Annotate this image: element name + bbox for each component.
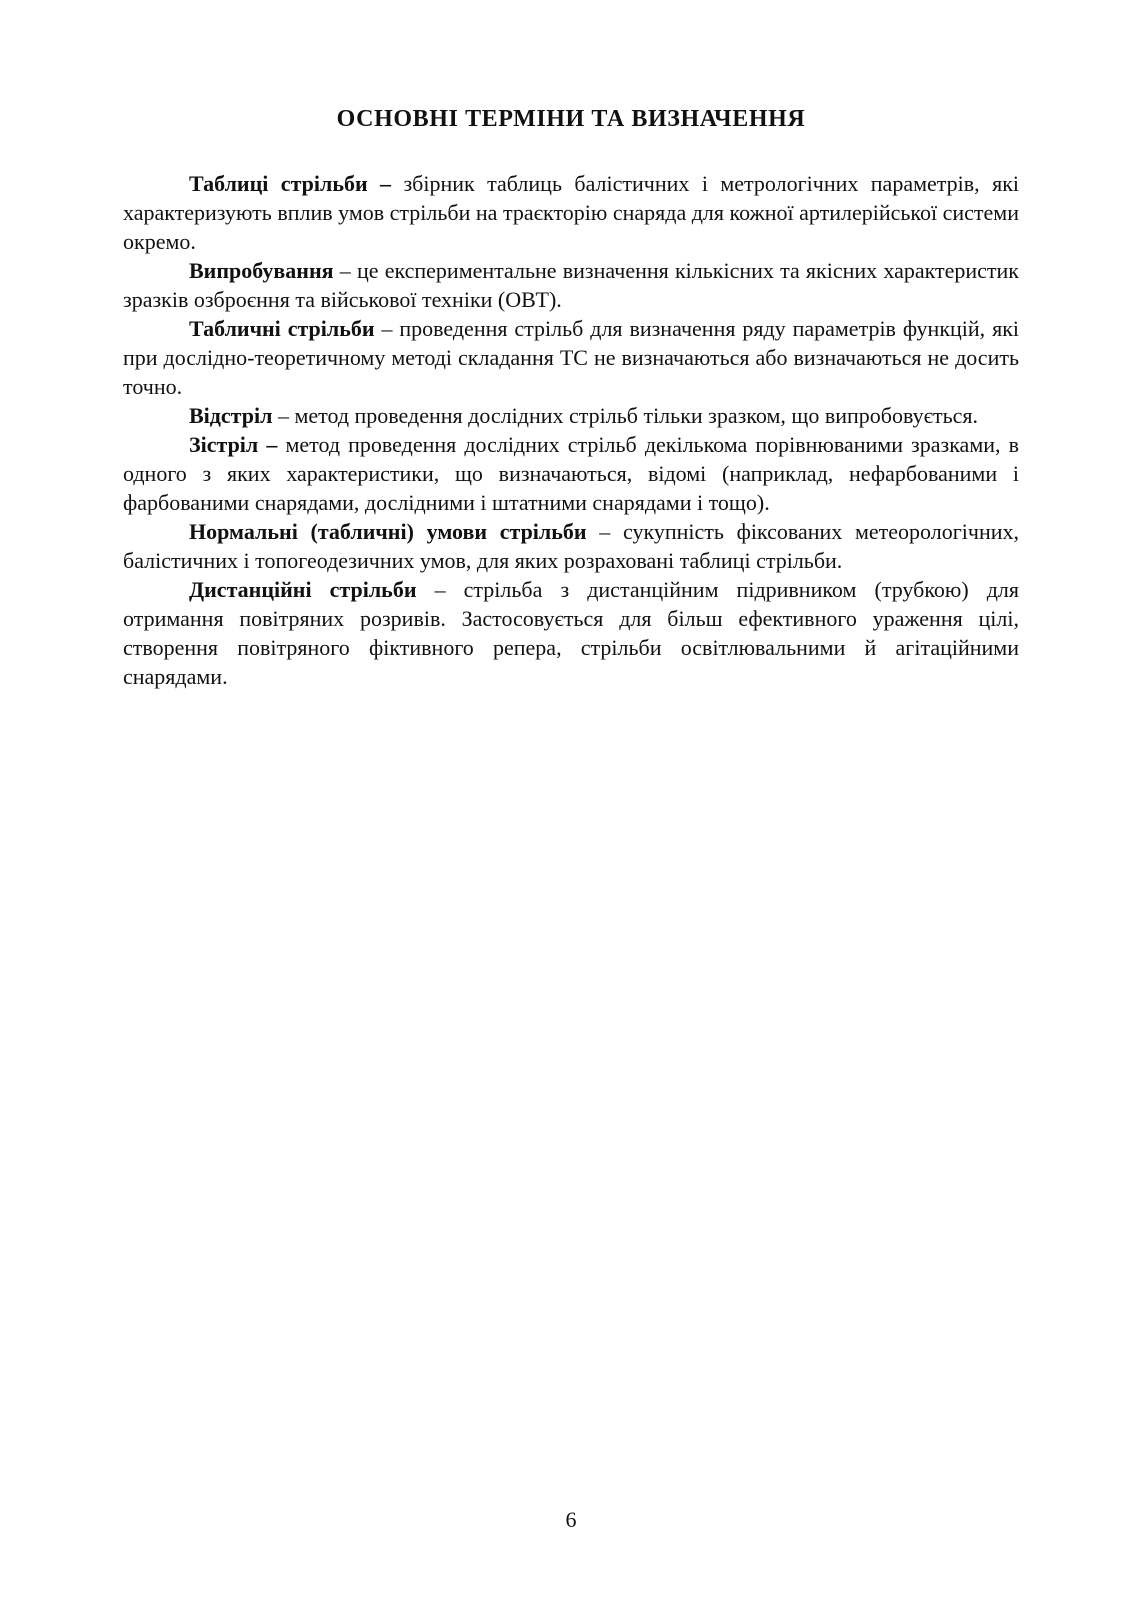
definition-paragraph (123, 430, 1019, 517)
document-body (123, 169, 1019, 691)
page-title: ОСНОВНІ ТЕРМІНИ ТА ВИЗНАЧЕННЯ (336, 106, 806, 132)
definition-paragraph (123, 575, 1019, 691)
term-tablychni-strilby: Табличні стрільби (189, 316, 375, 341)
term-normalni-umovy-strilby: Нормальні (табличні) умови стрільби (189, 519, 587, 544)
definition-text: – стрільба з дистанційним підривником (трубкою) для отримання повітряних розривів. Застосовується для більш ефективного ураження цілі, створення повітряного фіктивного репера, стрільби освітлювальними й агітаційними снарядами. (123, 577, 1020, 689)
definition-paragraph (123, 314, 1019, 401)
term-vidstril: Відстріл (189, 403, 273, 428)
definition-text: збірник таблиць балістичних і метрологічних параметрів, які характеризують вплив умов стрільби на траєкторію снаряда для кожної артилерійської системи окремо. (123, 171, 1019, 254)
definition-text: – сукупність фіксованих метеорологічних, балістичних і топогеодезичних умов, для яких розраховані таблиці стрільби. (123, 519, 1019, 573)
definition-paragraph (123, 256, 1019, 314)
term-dystantsiini-strilby: Дистанційні стрільби (189, 577, 417, 602)
definition-text: – це експериментальне визначення кількісних та якісних характеристик зразків озброєння та військової техніки (ОВТ). (123, 258, 1019, 312)
term-vyprobuvannia: Випробування (189, 258, 334, 283)
definition-text: – проведення стрільб для визначення ряду параметрів функцій, які при дослідно-теоретичному методі складання ТС не визначаються або визначаються не досить точно. (123, 316, 1020, 399)
definition-paragraph (123, 401, 1019, 430)
page-number: 6 (565, 1507, 577, 1532)
definition-text: метод проведення дослідних стрільб декількома порівнюваними зразками, в одного з яких характеристики, що визначаються, відомі (наприклад, нефарбованими і фарбованими снарядами, дослідними і штатними снарядами і тощо). (123, 432, 1019, 515)
definition-paragraph (123, 517, 1019, 575)
definition-paragraph (123, 169, 1019, 256)
term-tablytsi-strilby: Таблиці стрільби – (189, 171, 392, 196)
term-zistril: Зістріл – (189, 432, 278, 457)
definition-text: – метод проведення дослідних стрільб тільки зразком, що випробовується. (277, 403, 979, 428)
